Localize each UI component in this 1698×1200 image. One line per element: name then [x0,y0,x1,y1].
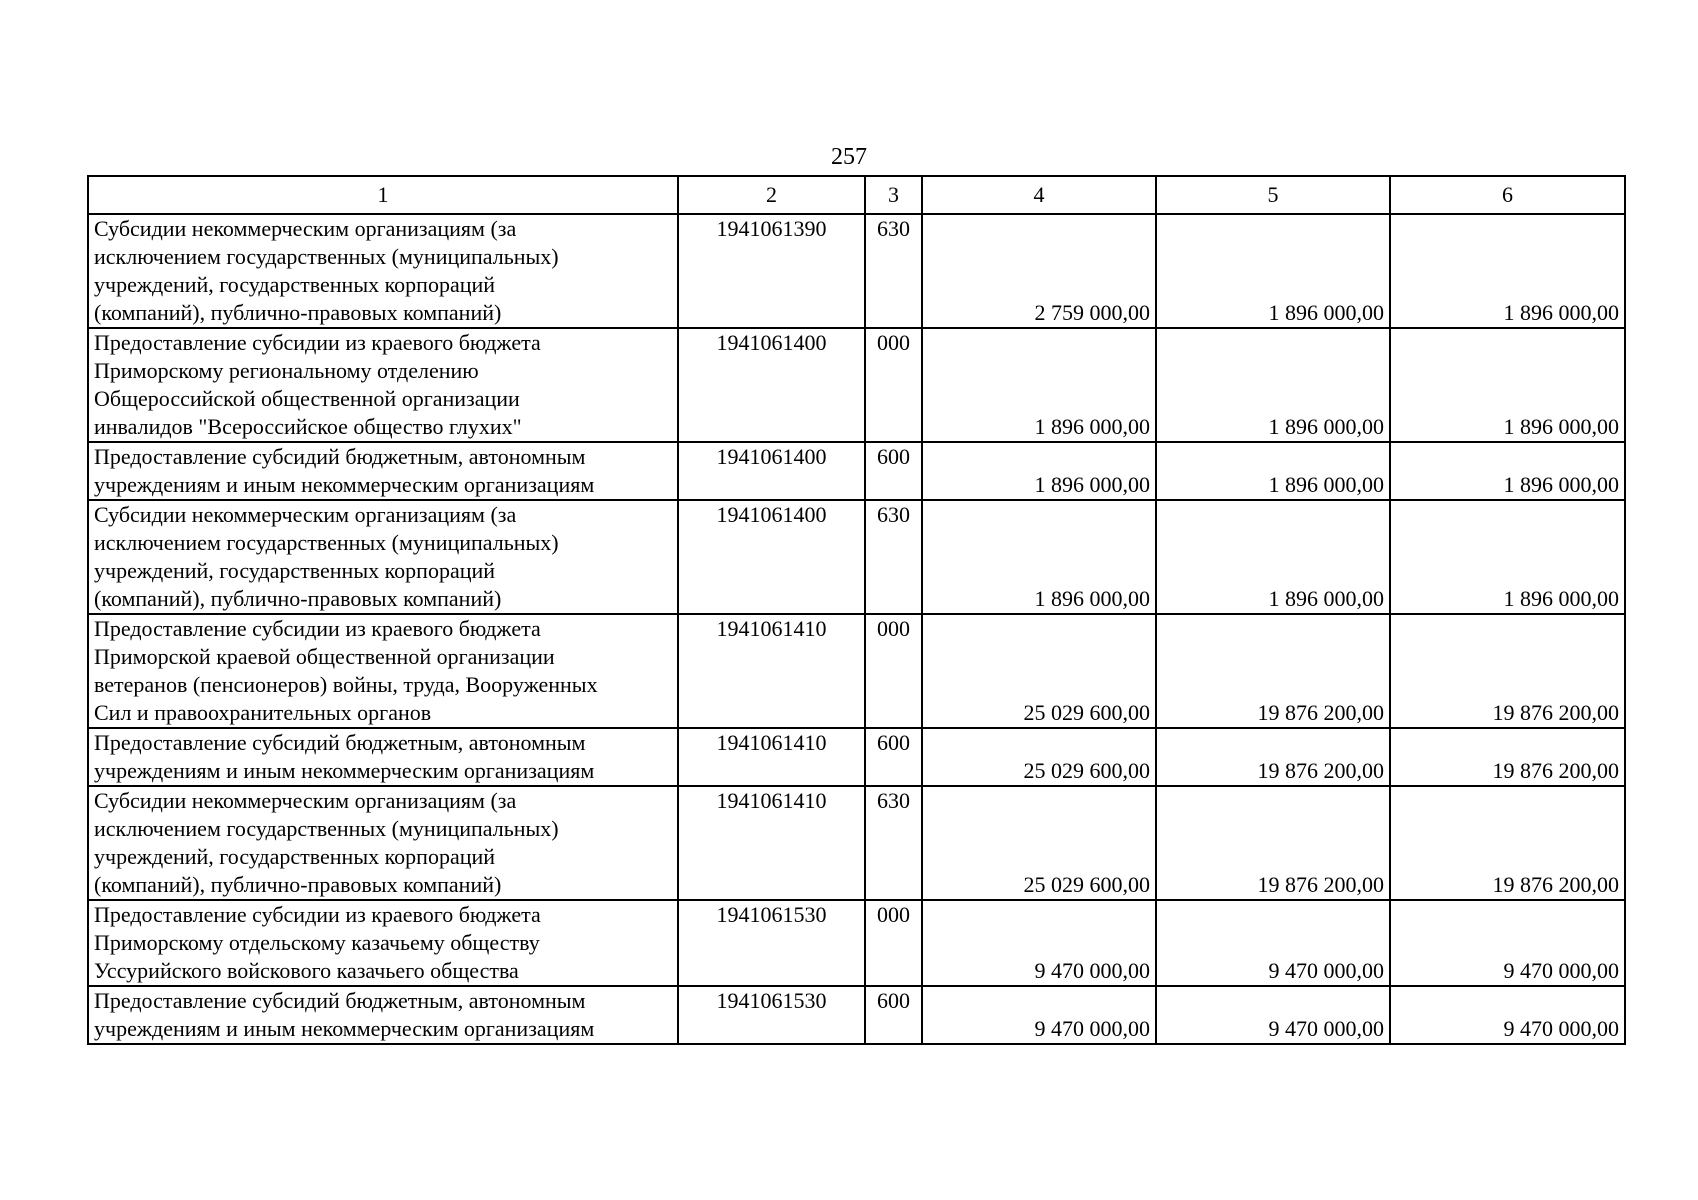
row-sum-2-cell: 1 896 000,00 [1156,214,1390,328]
row-type-cell: 600 [865,986,922,1044]
row-name-line: Сил и правоохранительных органов [94,700,432,725]
row-name-cell [88,500,678,614]
row-sum-2-cell: 19 876 200,00 [1156,614,1390,728]
row-name-line: (компаний), публично-правовых компаний) [94,300,502,325]
row-name-line: (компаний), публично-правовых компаний) [94,872,502,897]
header-col-5: 5 [1156,176,1390,214]
row-sum-2-cell: 9 470 000,00 [1156,900,1390,986]
row-code-cell: 1941061410 [678,614,865,728]
row-name-line: учреждений, государственных корпораций [94,272,496,297]
row-name-line: Субсидии некоммерческим организациям (за [94,216,517,241]
row-code-cell: 1941061530 [678,900,865,986]
table-row [88,442,1625,500]
row-sum-1-cell: 1 896 000,00 [922,500,1156,614]
row-type-cell: 600 [865,728,922,786]
row-name-cell [88,214,678,328]
row-name-line: Предоставление субсидии из краевого бюджета [94,616,541,641]
row-sum-1-cell: 25 029 600,00 [922,728,1156,786]
row-name-line: Приморскому отдельскому казачьему обществу [94,930,540,955]
row-name-line: исключением государственных (муниципальных) [94,816,559,841]
table-body [88,214,1625,1044]
row-sum-1-cell: 9 470 000,00 [922,986,1156,1044]
row-name-cell [88,442,678,500]
row-sum-1-cell: 1 896 000,00 [922,328,1156,442]
header-col-2: 2 [678,176,865,214]
header-col-3: 3 [865,176,922,214]
row-name-cell [88,728,678,786]
row-sum-1-cell: 2 759 000,00 [922,214,1156,328]
row-sum-3-cell: 19 876 200,00 [1390,728,1625,786]
row-name-line: (компаний), публично-правовых компаний) [94,586,502,611]
row-name-line: Предоставление субсидий бюджетным, автономным [94,730,586,755]
header-col-1: 1 [88,176,678,214]
row-sum-1-cell: 25 029 600,00 [922,614,1156,728]
row-sum-2-cell: 19 876 200,00 [1156,728,1390,786]
row-code-cell: 1941061410 [678,786,865,900]
row-type-cell: 600 [865,442,922,500]
row-name-cell [88,900,678,986]
row-name-line: учреждений, государственных корпораций [94,558,496,583]
row-sum-3-cell: 19 876 200,00 [1390,786,1625,900]
row-name-line: учреждений, государственных корпораций [94,844,496,869]
table-row [88,786,1625,900]
row-name-line: Предоставление субсидии из краевого бюджета [94,902,541,927]
header-row [88,176,1625,214]
row-name-line: исключением государственных (муниципальных) [94,530,559,555]
row-type-cell: 630 [865,500,922,614]
row-sum-2-cell: 1 896 000,00 [1156,442,1390,500]
row-sum-3-cell: 19 876 200,00 [1390,614,1625,728]
row-name-line: учреждениям и иным некоммерческим организациям [94,1016,595,1041]
row-name-line: инвалидов "Всероссийское общество глухих" [94,414,522,439]
row-sum-2-cell: 1 896 000,00 [1156,500,1390,614]
row-name-cell [88,614,678,728]
row-sum-2-cell: 19 876 200,00 [1156,786,1390,900]
row-name-line: учреждениям и иным некоммерческим организациям [94,758,595,783]
row-type-cell: 000 [865,328,922,442]
row-name-line: Приморской краевой общественной организации [94,644,555,669]
row-name-line: Предоставление субсидий бюджетным, автономным [94,444,586,469]
row-sum-3-cell: 9 470 000,00 [1390,900,1625,986]
row-code-cell: 1941061400 [678,500,865,614]
row-name-line: Уссурийского войскового казачьего общества [94,958,519,983]
table-row [88,214,1625,328]
row-sum-3-cell: 9 470 000,00 [1390,986,1625,1044]
row-name-line: ветеранов (пенсионеров) войны, труда, Вооруженных [94,672,598,697]
row-code-cell: 1941061390 [678,214,865,328]
row-name-line: Общероссийской общественной организации [94,386,520,411]
row-sum-1-cell: 9 470 000,00 [922,900,1156,986]
header-col-4: 4 [922,176,1156,214]
row-code-cell: 1941061400 [678,328,865,442]
row-sum-2-cell: 9 470 000,00 [1156,986,1390,1044]
row-code-cell: 1941061400 [678,442,865,500]
row-sum-3-cell: 1 896 000,00 [1390,442,1625,500]
row-sum-3-cell: 1 896 000,00 [1390,214,1625,328]
table-row [88,900,1625,986]
table-row [88,328,1625,442]
budget-table [87,175,1626,1045]
row-name-line: учреждениям и иным некоммерческим организациям [94,472,595,497]
row-sum-3-cell: 1 896 000,00 [1390,500,1625,614]
row-name-cell [88,328,678,442]
row-name-cell [88,986,678,1044]
row-code-cell: 1941061410 [678,728,865,786]
row-type-cell: 630 [865,214,922,328]
table-row [88,728,1625,786]
table-row [88,500,1625,614]
row-name-line: Предоставление субсидии из краевого бюджета [94,330,541,355]
row-sum-2-cell: 1 896 000,00 [1156,328,1390,442]
row-code-cell: 1941061530 [678,986,865,1044]
row-type-cell: 000 [865,614,922,728]
row-name-line: Субсидии некоммерческим организациям (за [94,788,517,813]
table-row [88,614,1625,728]
row-name-line: Субсидии некоммерческим организациям (за [94,502,517,527]
row-type-cell: 000 [865,900,922,986]
table-row [88,986,1625,1044]
row-name-line: исключением государственных (муниципальных) [94,244,559,269]
row-type-cell: 630 [865,786,922,900]
row-name-line: Приморскому региональному отделению [94,358,479,383]
row-sum-3-cell: 1 896 000,00 [1390,328,1625,442]
header-col-6: 6 [1390,176,1625,214]
row-sum-1-cell: 1 896 000,00 [922,442,1156,500]
row-name-line: Предоставление субсидий бюджетным, автономным [94,988,586,1013]
row-sum-1-cell: 25 029 600,00 [922,786,1156,900]
page-number: 257 [831,144,867,170]
row-name-cell [88,786,678,900]
